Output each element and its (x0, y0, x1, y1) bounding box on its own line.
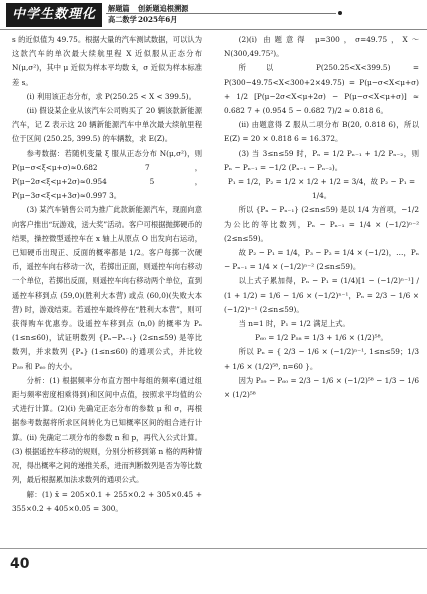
paragraph: (3) 当 3≤n≤59 时，Pₙ = 1/2 Pₙ₋₁ + 1/2 Pₙ₋₂，则 Pₙ − Pₙ₋₁ = −1/2 (Pₙ₋₁ − Pₙ₋₂)。 (224, 148, 419, 172)
paragraph: 以上式子累加得，Pₙ − P₁ = (1/4)[1 − (−1/2)ⁿ⁻¹] / (1 + 1/2) = 1/6 − 1/6 × (−1/2)ⁿ⁻¹，Pₙ = 2/3 − 1/6 × (−1/2)ⁿ⁻¹ (2≤n≤59)。 (224, 276, 419, 314)
paragraph: (2)(i) 由题意得 μ=300，σ=49.75，X～N(300,49.75²)。 (224, 35, 419, 59)
header-dot-icon (338, 11, 342, 15)
header-bottom-rule (0, 29, 427, 30)
header-date: 2025年6月 (138, 15, 178, 24)
paragraph: 当 n=1 时，P₁ = 1/2 满足上式。 (238, 319, 350, 329)
paragraph: s 的近似值为 49.75。根据大量的汽车测试数据，可以认为这款汽车的单次最大续航里程 X 近似服从正态分布 N(μ,σ²)，其中 μ 近似为样本平均数 x̄，σ 近似为样本标准差 s。 (12, 35, 202, 87)
paragraph: 所以 P(250.25<X<399.5) = P(300−49.75<X<300+2×49.75) = P(μ−σ<X<μ+σ) + 1/2 [P(μ−2σ<X<μ+2σ) − P(μ−σ<X<μ+σ)] ≈ 0.682 7 + (0.954 5 − 0.682 7)/2 ≈ 0.818 6。 (224, 63, 419, 116)
paragraph: (ii) 由题意得 Z 服从二项分布 B(20, 0.818 6)，所以 E(Z) = 20 × 0.818 6 = 16.372。 (224, 120, 419, 144)
paragraph: 所以 {Pₙ − Pₙ₋₁} (2≤n≤59) 是以 1/4 为首项，−1/2 为公比的等比数列，Pₙ − Pₙ₋₁ = 1/4 × (−1/2)ⁿ⁻² (2≤n≤59)。 (224, 205, 419, 243)
analysis-paragraph: 分析：(1) 根据频率分布直方图中每组的频率(通过组距与频率密度相乘得到)和区间中点值，按照求平均值的公式进行计算。(2)(i) 先确定正态分布的参数 μ 和 σ，再根据参考数据将所求区间转化为已知概率区间的组合进行计算。(ii) 先确定二项分布的参数 n 和 p，再代入公式计算。(3) 根据遥控车移动的规则，分别分析移到第 n 格的两种情况，得出概率之间的递推关系，进而判断数列是否为等比数列，最后根据累加法求数列的通项公式。 (12, 375, 202, 485)
header-column: 创新题追根溯源 (138, 4, 189, 13)
paragraph: 所以 Pₙ = { 2/3 − 1/6 × (−1/2)ⁿ⁻¹, 1≤n≤59；1/3 + 1/6 × (1/2)⁵⁸, n=60 }。 (224, 347, 419, 371)
page-number: 40 (10, 556, 30, 572)
right-column (224, 33, 419, 402)
paragraph: (ii) 假设某企业从该汽车公司购买了 20 辆该款新能源汽车，记 Z 表示这 20 辆新能源汽车中单次最大续航里程位于区间 (250.25, 399.5) 的车辆数，求 E(Z)。 (12, 106, 202, 144)
paragraph: 因为 P₅₉ − P₆₀ = 2/3 − 1/6 × (−1/2)⁵⁸ − 1/3 − 1/6 × (1/2)⁵⁸ (224, 375, 419, 400)
magazine-logo: 中学生数理化 (6, 3, 102, 27)
paragraph: 故 P₂ − P₁ = 1/4，P₃ − P₂ = 1/4 × (−1/2)，…，Pₙ − Pₙ₋₁ = 1/4 × (−1/2)ⁿ⁻² (2≤n≤59)。 (224, 248, 419, 272)
header-section: 解题篇 (108, 4, 130, 13)
paragraph: (i) 利用该正态分布，求 P(250.25 < X < 399.5)。 (26, 91, 196, 101)
paragraph: 参考数据：若随机变量 ξ 服从正态分布 N(μ,σ²)，则 P(μ−σ<ξ<μ+σ)≈0.682 7，P(μ−2σ<ξ<μ+2σ)≈0.954 5，P(μ−3σ<ξ<μ+3σ)≈0.997 3。 (12, 148, 202, 201)
paragraph: (3) 某汽车销售公司为推广此款新能源汽车，现面向意向客户推出“玩游戏，送大奖”活动。客户可根据抛掷硬币的结果，操控微型遥控车在 x 轴上从原点 O 出发向右运动，已知硬币出现正、反面的概率都是 1/2。客户每掷一次硬币，遥控车向右移动一次，若掷出正面，则遥控车向右移动一个单位，若掷出反面，则遥控车向右移动两个单位，直到遥控车移到点 (59,0)(胜利大本营) 或点 (60,0)(失败大本营) 时，游戏结束。若遥控车最终停在“胜利大本营”，则可获得购车优惠券。设遥控车移到点 (n,0) 的概率为 Pₙ (1≤n≤60)，试证明数列 {Pₙ−Pₙ₋₁} (2≤n≤59) 是等比数列，并求数列 {Pₙ} (1≤n≤60) 的通项公式，并比较 P₅₉ 和 P₆₀ 的大小。 (12, 205, 202, 371)
math-line: P₆₀ = 1/2 P₅₈ = 1/3 + 1/6 × (1/2)⁵⁸。 (255, 333, 388, 343)
left-column (12, 33, 202, 516)
solution-paragraph: 解：(1) x̄ = 205×0.1 + 255×0.2 + 305×0.45 + 355×0.2 + 405×0.05 = 300。 (12, 489, 202, 513)
header-grade: 高二数学 (108, 15, 137, 24)
footer-rule (0, 548, 427, 549)
page-header (0, 0, 427, 30)
math-line: P₁ = 1/2，P₂ = 1/2 × 1/2 + 1/2 = 3/4，故 P₂ − P₁ = 1/4。 (227, 177, 416, 201)
